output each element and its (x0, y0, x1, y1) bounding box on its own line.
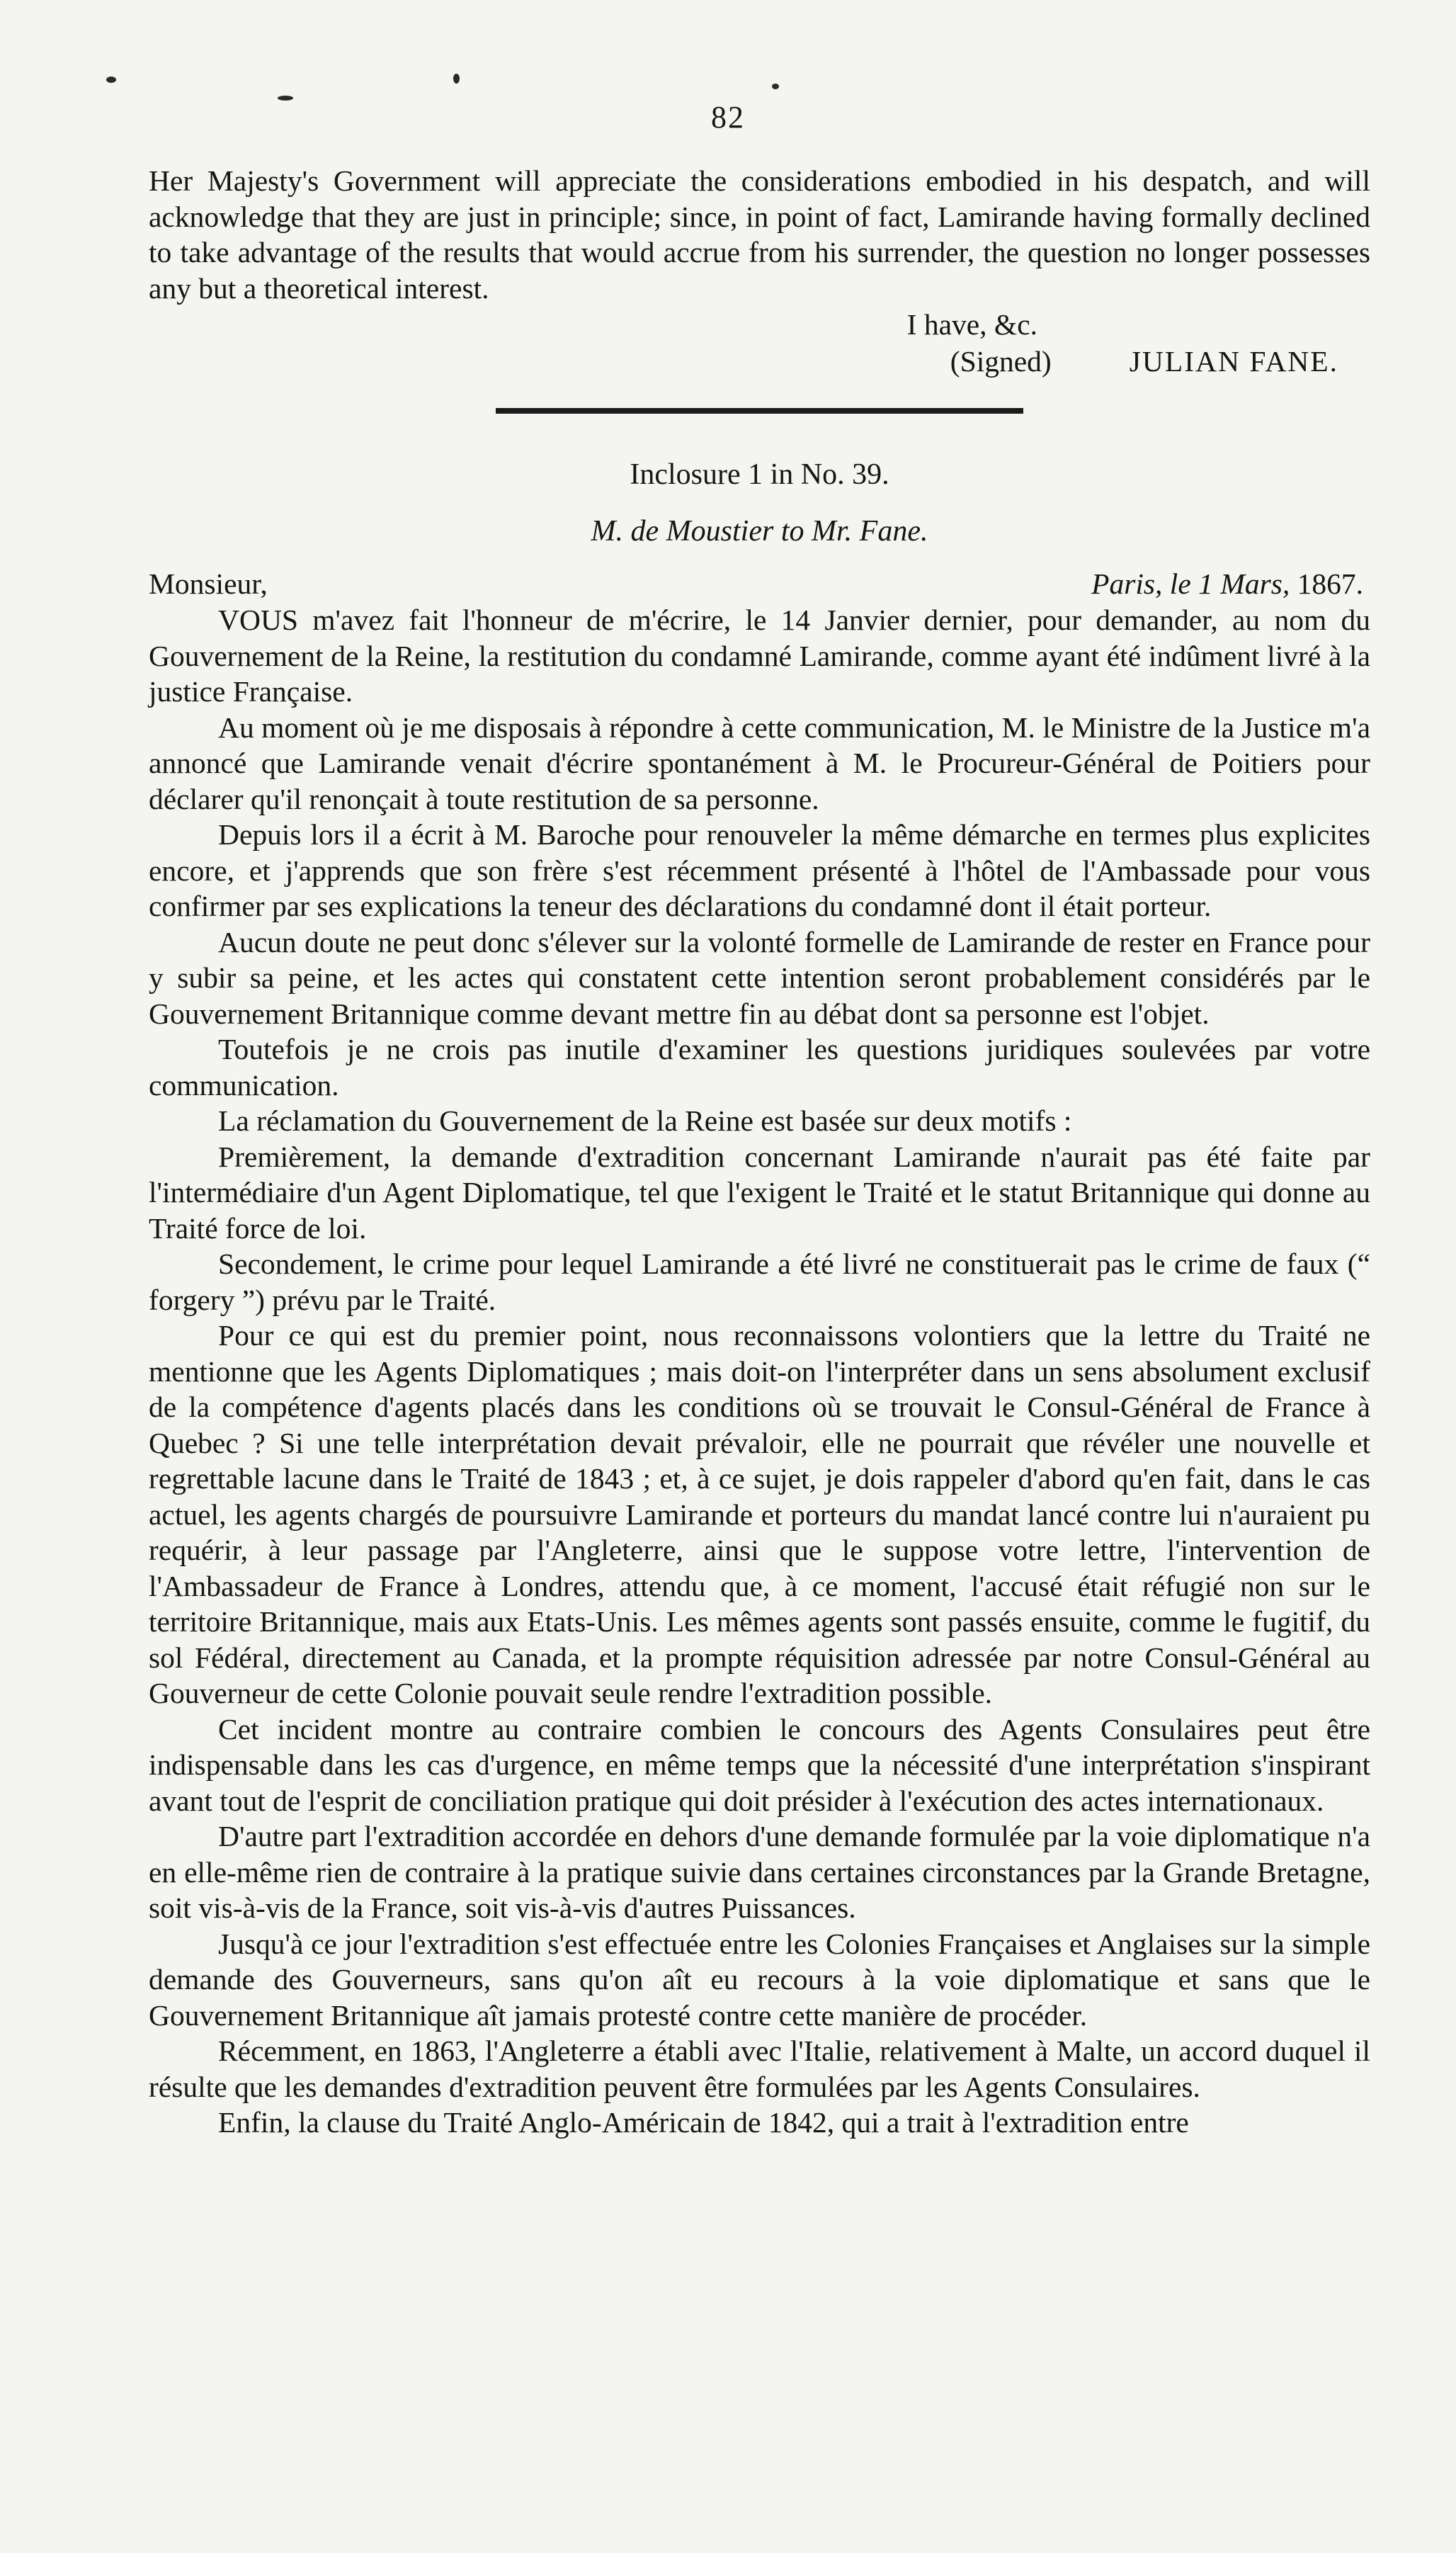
dateline-place: Paris, le 1 Mars, (1091, 567, 1290, 600)
inclosure-title: Inclosure 1 in No. 39. (630, 458, 889, 491)
letter-paragraph: Jusqu'à ce jour l'extradition s'est effectuée entre les Colonies Françaises et Anglaises sur la simple demande des Gouverneurs, sans qu'on aît eu recours à la voie diplomatique et sans que le Gouvernement Britannique aît jamais protesté contre cette manière de procéder. (149, 1927, 1370, 2032)
signature-line (149, 343, 1370, 380)
letter-paragraph: Enfin, la clause du Traité Anglo-Américain de 1842, qui a trait à l'extradition entre (218, 2106, 1189, 2139)
dateline-year: 1867. (1297, 567, 1363, 600)
letter-paragraph: Pour ce qui est du premier point, nous reconnaissons volontiers que la lettre du Traité ne mentionne que les Agents Diplomatiques ; mais doit-on l'interpréter dans un sens absolument exclusif de la compétence d'agents placés dans les conditions où se trouvait le Consul-Général de France à Quebec ? Si une telle interprétation devait prévaloir, elle ne pourrait que révéler une nouvelle et regrettable lacune dans le Traité de 1843 ; et, à ce sujet, je dois rappeler d'abord qu'en fait, dans le cas actuel, les agents chargés de poursuivre Lamirande et porteurs du mandat lancé contre lui n'auraient pu requérir, à leur passage par l'Angleterre, ainsi que le suppose votre lettre, l'intervention de l'Ambassadeur de France à Londres, attendu que, à ce moment, l'accusé était réfugié non sur le territoire Britannique, mais aux Etats-Unis. Les mêmes agents sont passés ensuite, comme le fugitif, du sol Fédéral, directement au Canada, et la prompte réquisition adressée par notre Consul-Général au Gouverneur de cette Colonie pouvait seule rendre l'extradition possible. (149, 1319, 1370, 1709)
letter-paragraph: Toutefois je ne crois pas inutile d'examiner les questions juridiques soulevées par votre communication. (149, 1033, 1370, 1102)
letter-paragraph: Récemment, en 1863, l'Angleterre a établi avec l'Italie, relativement à Malte, un accord duquel il résulte que les demandes d'extradition peuvent être formulées par les Agents Consulaires. (149, 2034, 1370, 2103)
print-speck (453, 74, 460, 84)
signer-name: JULIAN FANE. (1129, 345, 1338, 378)
letter-paragraph: VOUS m'avez fait l'honneur de m'écrire, le 14 Janvier dernier, pour demander, au nom du Gouvernement de la Reine, la restitution du condamné Lamirande, comme ayant été indûment livré à la justice Française. (149, 604, 1370, 708)
letter-paragraph: Secondement, le crime pour lequel Lamirande a été livré ne constituerait pas le crime de faux (“ forgery ”) prévu par le Traité. (149, 1247, 1370, 1316)
letter-paragraph: Au moment où je me disposais à répondre à cette communication, M. le Ministre de la Justice m'a annoncé que Lamirande venait d'écrire spontanément à M. le Procureur-Général de Poitiers pour déclarer qu'il renonçait à toute restitution de sa personne. (149, 711, 1370, 815)
letter-paragraph: Aucun doute ne peut donc s'élever sur la volonté formelle de Lamirande de rester en France pour y subir sa peine, et les actes qui constatent cette intention seront probablement considérés par le Gouvernement Britannique comme devant mettre fin au débat dont sa personne est l'objet. (149, 925, 1370, 1030)
despatch-closing-paragraph: Her Majesty's Government will appreciate the considerations embodied in his despatch, and will acknowledge that they are just in principle; since, in point of fact, Lamirande having formally declined to take advantage of the results that would accrue from his surrender, the question no longer possesses any but a theoretical interest. (149, 164, 1370, 305)
text-column (149, 163, 1370, 2141)
letter-heading: M. de Moustier to Mr. Fane. (591, 515, 928, 548)
dateline (1091, 565, 1363, 602)
print-speck (106, 77, 116, 83)
section-divider (496, 408, 1023, 414)
letter-paragraph: Cet incident montre au contraire combien le concours des Agents Consulaires peut être indispensable dans les cas d'urgence, en même temps que la nécessité d'une interprétation s'inspirant avant tout de l'esprit de conciliation pratique qui doit présider à l'exécution des actes internationaux. (149, 1712, 1370, 1817)
letter-paragraph: Depuis lors il a écrit à M. Baroche pour renouveler la même démarche en termes plus explicites encore, et j'apprends que son frère s'est récemment présenté à l'hôtel de l'Ambassade pour vous confirmer par ses explications la teneur des déclarations du condamné dont il était porteur. (149, 818, 1370, 922)
letter-paragraph: La réclamation du Gouvernement de la Reine est basée sur deux motifs : (218, 1104, 1072, 1137)
salutation-row (149, 565, 1370, 602)
signed-label: (Signed) (950, 345, 1052, 378)
page-number: 82 (711, 100, 745, 135)
print-speck (772, 84, 779, 89)
salutation: Monsieur, (149, 567, 268, 600)
closing-formula: I have, &c. (906, 308, 1037, 341)
letter-paragraph: Premièrement, la demande d'extradition concernant Lamirande n'aurait pas été faite par l'intermédiaire d'un Agent Diplomatique, tel que l'exigent le Traité et le statut Britannique qui donne au Traité force de loi. (149, 1140, 1370, 1245)
letter-paragraph: D'autre part l'extradition accordée en dehors d'une demande formulée par la voie diplomatique n'a en elle-même rien de contraire à la pratique suivie dans certaines circonstances par la Grande Bretagne, soit vis-à-vis de la France, soit vis-à-vis d'autres Puissances. (149, 1820, 1370, 1924)
